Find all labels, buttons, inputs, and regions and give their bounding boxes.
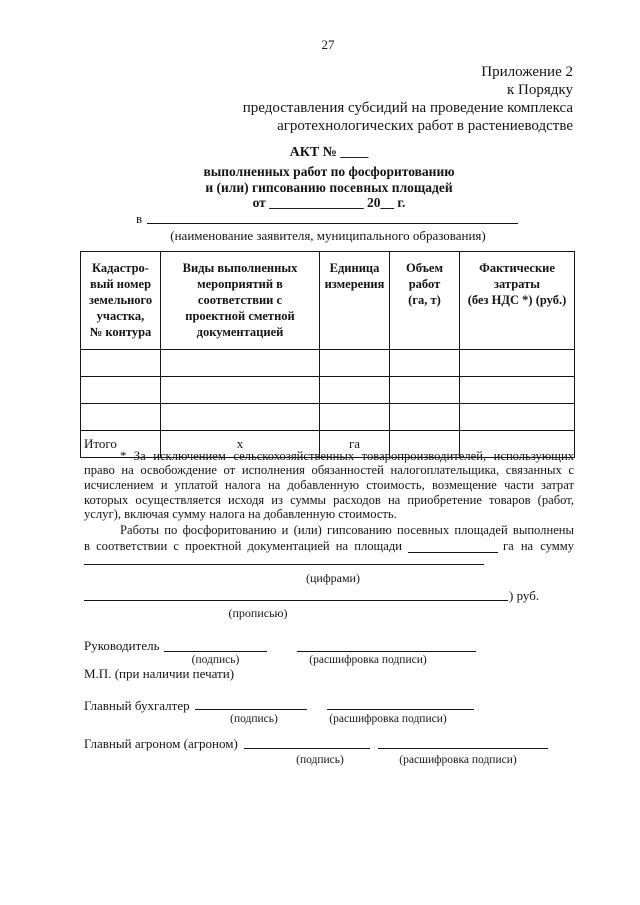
applicant-blank-line bbox=[147, 223, 518, 224]
total-unit: га bbox=[320, 431, 390, 458]
act-title: АКТ № ____ bbox=[289, 145, 369, 160]
works-table bbox=[80, 251, 575, 458]
digits-caption: (цифрами) bbox=[306, 571, 360, 585]
applicant-caption: (наименование заявителя, муниципального образования) bbox=[170, 228, 486, 243]
amount-digits-blank-line bbox=[84, 564, 484, 565]
table-row bbox=[81, 350, 575, 377]
accountant-name-line bbox=[327, 709, 474, 710]
amount-words-blank-line bbox=[84, 600, 508, 601]
table-cell bbox=[390, 350, 460, 377]
accountant-name-caption: (расшифровка подписи) bbox=[329, 713, 447, 725]
footnote-line: которых осуществляется исходя из суммы расходов на приобретение товаров (работ, bbox=[84, 493, 574, 507]
agronomist-signature-line bbox=[244, 748, 370, 749]
head-label: Руководитель bbox=[84, 638, 160, 653]
header-volume: Объем работ (га, т) bbox=[390, 252, 460, 350]
agronomist-name-line bbox=[378, 748, 548, 749]
agronomist-signature-caption: (подпись) bbox=[296, 754, 344, 766]
table-cell bbox=[460, 350, 575, 377]
table-cell bbox=[320, 404, 390, 431]
table-cell bbox=[460, 404, 575, 431]
table-cell bbox=[161, 377, 320, 404]
footnote-line: исчислением и уплатой налога на добавленную стоимость, возмещение части затрат bbox=[84, 478, 574, 492]
table-header-row bbox=[81, 252, 575, 350]
agronomist-name-caption: (расшифровка подписи) bbox=[399, 754, 517, 766]
header-actual-costs: Фактические затраты (без НДС *) (руб.) bbox=[460, 252, 575, 350]
total-work-type: х bbox=[161, 431, 320, 458]
works-paragraph-line: в соответствии с проектной документацией на площади bbox=[84, 539, 402, 553]
table-cell bbox=[390, 404, 460, 431]
accountant-signature-line bbox=[195, 709, 307, 710]
seal-note: М.П. (при наличии печати) bbox=[84, 666, 235, 681]
page-number: 27 bbox=[321, 37, 335, 52]
annex-line: предоставления субсидий на проведение комплекса bbox=[242, 100, 573, 116]
works-paragraph-line-end: га на сумму bbox=[503, 539, 574, 553]
table-cell bbox=[320, 377, 390, 404]
table-row bbox=[81, 404, 575, 431]
header-cadastral-number: Кадастро- вый номер земельного участка, № контура bbox=[81, 252, 161, 350]
act-subtitle: выполненных работ по фосфоритованию bbox=[203, 164, 455, 179]
header-work-types: Виды выполненных мероприятий в соответствии с проектной сметной документацией bbox=[161, 252, 320, 350]
annex-line: агротехнологических работ в растениеводстве bbox=[277, 118, 573, 134]
annex-line: Приложение 2 bbox=[481, 64, 573, 80]
act-date-line: от ______________ 20__ г. bbox=[252, 195, 406, 210]
words-caption: (прописью) bbox=[228, 606, 288, 620]
total-label: Итого bbox=[81, 431, 161, 458]
agronomist-label: Главный агроном (агроном) bbox=[84, 736, 238, 751]
table-cell bbox=[161, 404, 320, 431]
table-cell bbox=[460, 377, 575, 404]
works-paragraph-line: Работы по фосфоритованию и (или) гипсованию посевных площадей выполнены bbox=[120, 523, 574, 537]
table-cell bbox=[81, 377, 161, 404]
table-cell bbox=[390, 377, 460, 404]
applicant-prefix: в bbox=[136, 211, 143, 226]
table-cell bbox=[81, 404, 161, 431]
head-name-line bbox=[297, 651, 476, 652]
act-subtitle: и (или) гипсованию посевных площадей bbox=[205, 180, 453, 195]
annex-header bbox=[243, 63, 573, 135]
accountant-signature-caption: (подпись) bbox=[230, 713, 278, 725]
area-blank-line bbox=[408, 552, 498, 553]
table-cell bbox=[161, 350, 320, 377]
footnote-line: * За исключением сельскохозяйственных товаропроизводителей, использующих bbox=[120, 449, 574, 463]
head-signature-line bbox=[164, 651, 267, 652]
footnote-line: право на освобождение от исполнения обязанностей налогоплательщика, связанных с bbox=[84, 463, 574, 477]
amount-suffix: ) руб. bbox=[509, 588, 540, 603]
table-cell bbox=[320, 350, 390, 377]
footnote-line: услуг), включая сумму налога на добавленную стоимость. bbox=[84, 507, 397, 521]
head-name-caption: (расшифровка подписи) bbox=[309, 654, 427, 666]
table-row bbox=[81, 377, 575, 404]
header-unit: Единица измерения bbox=[320, 252, 390, 350]
annex-line: к Порядку bbox=[507, 82, 573, 98]
table-cell bbox=[81, 350, 161, 377]
accountant-label: Главный бухгалтер bbox=[84, 698, 190, 713]
head-signature-caption: (подпись) bbox=[191, 654, 240, 666]
